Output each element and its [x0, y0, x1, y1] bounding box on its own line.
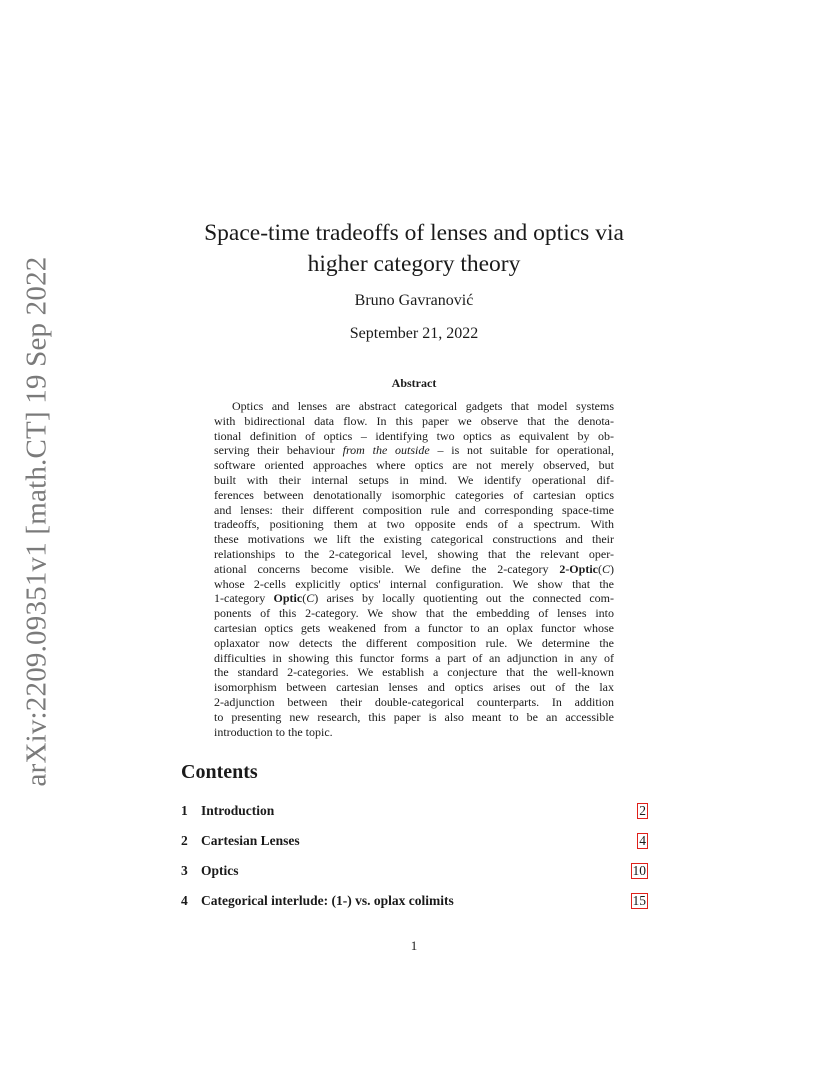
arxiv-identifier: arXiv:2209.09351v1 [math.CT] 19 Sep 2022: [20, 256, 53, 786]
toc-section-title[interactable]: Categorical interlude: (1-) vs. oplax colimits: [201, 893, 454, 908]
abstract-line: [214, 414, 614, 429]
abstract-line: [214, 443, 614, 458]
toc-entry[interactable]: [181, 826, 648, 856]
toc-entry[interactable]: [181, 856, 648, 886]
abstract-line: [214, 591, 614, 606]
toc-section-number: 4: [181, 893, 188, 908]
abstract-text-run: Optic: [273, 591, 303, 606]
toc-section-title[interactable]: Cartesian Lenses: [201, 833, 300, 848]
abstract-text-run: tional definition of optics – identifying two optics as equivalent by ob-: [214, 428, 614, 443]
abstract-text-run: built with their internal setups in mind. We identify operational dif-: [214, 472, 614, 487]
toc-section-title[interactable]: Optics: [201, 863, 239, 878]
abstract-text-run: ): [610, 561, 614, 576]
abstract-line: [214, 695, 614, 710]
paper-date: September 21, 2022: [349, 325, 479, 342]
abstract-text-run: C: [306, 591, 315, 606]
toc-page-link[interactable]: 2: [639, 803, 646, 818]
abstract-line: [214, 532, 614, 547]
toc-section-title[interactable]: Introduction: [201, 803, 275, 818]
abstract-body: [214, 399, 614, 739]
abstract-text-run: tradeoffs, positioning them at two opposite ends of a spectrum. With: [214, 517, 614, 532]
abstract-line: [214, 710, 614, 725]
abstract-text-run: cartesian optics gets weakened from a functor to an oplax functor whose: [214, 620, 614, 635]
author-name: Bruno Gavranović: [354, 292, 474, 309]
abstract-text-run: oplaxator now detects the different composition rule. We determine the: [214, 635, 614, 650]
abstract-line: [214, 399, 614, 414]
abstract-text-run: to presenting new research, this paper is also meant to be an accessible: [214, 709, 614, 724]
abstract-text-run: 2-Optic: [559, 561, 598, 576]
abstract-text-run: difficulties in showing this functor forms a part of an adjunction in any of: [214, 650, 614, 665]
toc-entry[interactable]: [181, 886, 648, 916]
abstract-text-run: 1-category: [214, 591, 274, 606]
title-line-1: Space-time tradeoffs of lenses and optics via: [204, 220, 624, 246]
abstract-text-run: Optics and lenses are abstract categorical gadgets that model systems: [232, 399, 614, 413]
abstract-line: [214, 458, 614, 473]
abstract-text-run: the standard 2-categories. We establish a conjecture that the well-known: [214, 665, 614, 680]
abstract-line: [214, 488, 614, 503]
paper-title: [150, 218, 678, 280]
table-of-contents: [181, 796, 648, 916]
abstract-line: [214, 429, 614, 444]
abstract-text-run: with bidirectional data flow. In this paper we observe that the denota-: [214, 413, 614, 428]
abstract-text-run: ponents of this 2-category. We show that the embedding of lenses into: [214, 606, 614, 621]
abstract-text-run: (: [597, 561, 602, 576]
abstract-line: [214, 517, 614, 532]
abstract-text-run: introduction to the topic.: [214, 724, 333, 739]
toc-page-link[interactable]: 4: [639, 833, 646, 848]
abstract-text-run: serving their behaviour: [214, 443, 343, 458]
abstract-line: [214, 725, 614, 740]
abstract-text-run: these motivations we lift the existing categorical constructions and their: [214, 532, 614, 547]
abstract-text-run: 2-adjunction between their double-categorical counterparts. In addition: [214, 694, 614, 709]
abstract-text-run: (: [302, 591, 307, 606]
page-number: 1: [410, 938, 418, 953]
abstract-text-run: isomorphism between cartesian lenses and optics arises out of the lax: [214, 680, 614, 695]
toc-entry[interactable]: [181, 796, 648, 826]
abstract-text-run: ) arises by locally quotienting out the connected com-: [314, 591, 614, 606]
arxiv-sidebar: [14, 256, 60, 786]
abstract-line: [214, 606, 614, 621]
abstract-line: [214, 636, 614, 651]
abstract-line: [214, 651, 614, 666]
abstract-text-run: software oriented approaches where optics are not merely observed, but: [214, 458, 614, 473]
abstract-line: [214, 680, 614, 695]
abstract-text-run: – is not suitable for operational,: [429, 443, 614, 458]
abstract-heading: Abstract: [391, 376, 437, 390]
abstract-text-run: and lenses: their different composition rule and corresponding space-time: [214, 502, 614, 517]
abstract-text-run: ferences between denotationally isomorphic categories of cartesian optics: [214, 487, 614, 502]
abstract-line: [214, 503, 614, 518]
title-line-2: higher category theory: [307, 251, 521, 277]
abstract-text-run: C: [601, 561, 610, 576]
abstract-text-run: relationships to the 2-categorical level, showing that the relevant oper-: [214, 546, 614, 561]
abstract-text-run: from the outside: [342, 443, 430, 458]
abstract-line: [214, 621, 614, 636]
abstract-text-run: whose 2-cells explicitly optics' internal configuration. We show that the: [214, 576, 614, 591]
toc-page-link[interactable]: 15: [632, 893, 646, 908]
contents-heading: Contents: [181, 761, 258, 783]
toc-section-number: 3: [181, 863, 188, 878]
toc-section-number: 2: [181, 833, 188, 848]
abstract-line: [214, 665, 614, 680]
abstract-line: [214, 577, 614, 592]
toc-section-number: 1: [181, 803, 188, 818]
abstract-line: [214, 473, 614, 488]
abstract-line: [214, 547, 614, 562]
abstract-text-run: ational concerns become visible. We define the 2-category: [214, 561, 560, 576]
toc-page-link[interactable]: 10: [632, 863, 646, 878]
abstract-line: [214, 562, 614, 577]
